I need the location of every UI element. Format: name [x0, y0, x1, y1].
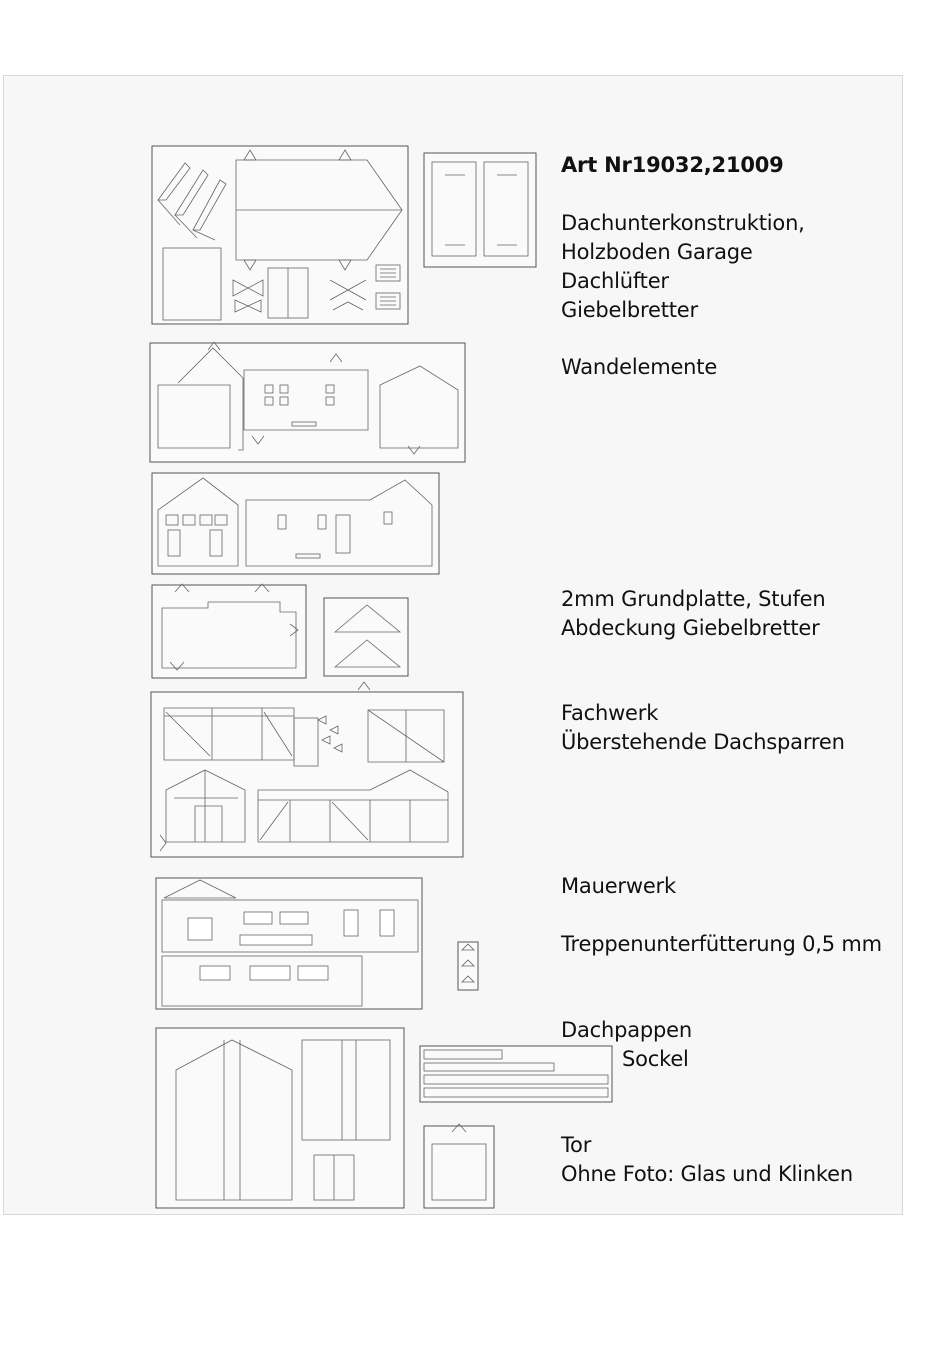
- label-gate: Tor: [561, 1133, 592, 1157]
- label-base-sockel: Sockel: [622, 1047, 689, 1071]
- label-rafters: Überstehende Dachsparren: [561, 730, 845, 754]
- board-walls-1: [150, 342, 465, 462]
- label-garage-wood-floor: Holzboden Garage: [561, 240, 753, 264]
- label-masonry: Mauerwerk: [561, 874, 676, 898]
- label-wall-elements: Wandelemente: [561, 355, 718, 379]
- label-no-photo-glass-handles: Ohne Foto: Glas und Klinken: [561, 1162, 853, 1186]
- board-base-plate: [152, 584, 408, 678]
- label-timber-frame: Fachwerk: [561, 701, 659, 725]
- board-masonry: [156, 878, 478, 1009]
- board-roof-understructure: [152, 146, 536, 324]
- label-roof-understructure: Dachunterkonstruktion,: [561, 211, 805, 235]
- board-roofing-felt: [156, 1028, 612, 1208]
- label-base-plate: 2mm Grundplatte, Stufen: [561, 587, 826, 611]
- board-walls-2: [152, 473, 439, 574]
- label-stair-padding: Treppenunterfütterung 0,5 mm: [561, 932, 882, 956]
- label-gable-boards: Giebelbretter: [561, 298, 698, 322]
- label-roofing-felt: Dachpappen: [561, 1018, 692, 1042]
- article-number-title: Art Nr19032,21009: [561, 153, 784, 177]
- label-roof-vent: Dachlüfter: [561, 269, 669, 293]
- label-gable-cover: Abdeckung Giebelbretter: [561, 616, 820, 640]
- board-timber-frame: [151, 682, 463, 857]
